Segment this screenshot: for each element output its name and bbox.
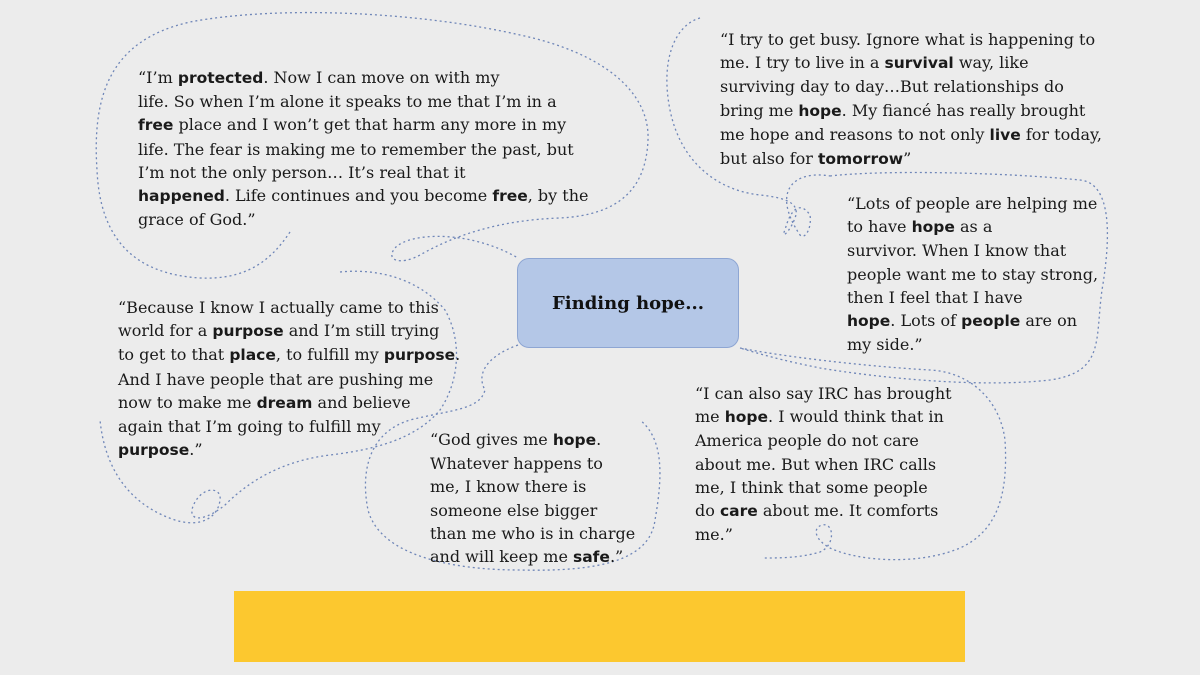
quote-line [430,501,597,520]
quote-text: Whatever happens to [430,454,603,474]
quote-text: to get to that [118,345,230,365]
quote-text: . I would think that in [768,407,944,427]
quote-text: place and I won’t get that harm any more in my [173,115,567,135]
quote-text: America people do not care [695,431,919,451]
keyword: hope [911,218,955,237]
quote-line [118,440,203,459]
quote-line [720,53,1029,72]
quote-line [118,345,460,364]
quote-text: about me. It comforts [757,501,939,521]
quote-line [695,478,928,497]
quote-line [847,241,1066,260]
quote-text: bring me [720,100,799,120]
quote-text: . My fiancé has really brought [841,100,1086,120]
quote-line [138,115,566,134]
quote-line [118,321,439,340]
quote-text: “I can also say IRC has brought [695,384,952,403]
keyword: tomorrow [817,150,904,169]
quote-text: but also for [720,149,818,169]
footer-highlight-bar [234,591,965,662]
quote-line [138,163,466,182]
quote-text: someone else bigger [430,500,598,520]
quote-text: survivor. When I know that [847,241,1067,261]
quote-line [695,525,733,544]
quote-line [430,454,603,473]
quote-line [138,186,589,205]
quote-line [118,370,433,389]
quote-text: And I have people that are pushing me [118,369,434,389]
quote-text: me. I try to live in a [720,53,885,73]
quote-text: then I feel that I have [847,287,1023,307]
quote-line [720,125,1102,144]
keyword: protected [177,69,264,87]
quote-line [138,140,574,159]
quote-line [695,384,952,403]
keyword: free [138,116,174,135]
quote-line [847,265,1098,284]
quote-text: . Lots of [890,311,962,331]
quote-text: as a [954,217,993,237]
quote-text: I’m not the only person… It’s real that it [138,162,466,182]
quote-line [138,68,500,87]
quote-line [695,431,919,450]
quote-text: are on [1020,311,1078,331]
quote-text: ” [903,149,912,169]
quote-text: people want me to stay strong, [847,264,1099,284]
quote-line [847,288,1023,307]
quote-text: , by the [527,186,589,206]
quote-line [695,407,944,426]
keyword: care [719,502,758,521]
quote-line [720,30,1095,49]
quote-line [118,393,411,412]
quote-survival [720,28,1120,171]
quote-text: and believe [312,392,411,412]
quote-line [430,547,623,566]
quote-text: . [455,345,461,365]
quote-text: now to make me [118,392,257,412]
quote-text: me, I think that some people [695,477,928,497]
quote-protected [138,66,608,231]
quote-text: . Now I can move on with my [263,68,500,87]
quote-text: .” [189,440,203,460]
quote-purpose [118,296,478,462]
quote-line [720,101,1085,120]
quote-god [430,428,660,569]
keyword: safe [573,548,610,567]
quote-line [847,335,923,354]
quote-line [430,430,601,449]
quote-text: to have [847,217,912,237]
quote-text: for today, [1020,124,1102,144]
quote-irc [695,382,975,546]
quote-text: about me. But when IRC calls [695,454,937,474]
quote-people [847,192,1117,356]
quote-line [720,149,911,168]
quote-line [118,417,381,436]
quote-text: life. So when I’m alone it speaks to me that I’m in a [138,92,557,112]
quote-text: , to fulfill my [275,345,384,365]
quote-text: my side.” [847,335,923,355]
quote-line [430,477,586,496]
quote-line [138,92,557,111]
quote-text: me, I know there is [430,477,587,497]
quote-text: and will keep me [430,547,573,567]
keyword: hope [724,408,769,427]
quote-line [430,524,635,543]
keyword: hope [847,312,891,331]
quote-line [695,501,938,520]
quote-line [847,217,992,236]
quote-text: “I try to get busy. Ignore what is happening to [720,30,1096,49]
keyword: free [492,187,528,206]
keyword: purpose [118,441,190,460]
quote-text: way, like [953,53,1029,73]
quote-line [847,311,1077,330]
keyword: purpose [383,346,456,365]
keyword: people [961,312,1021,331]
keyword: dream [256,393,313,412]
quote-line [720,77,1064,96]
quote-text: . [596,430,602,449]
quote-text: me.” [695,525,733,545]
quote-line [118,298,439,317]
quote-text: and I’m still trying [283,321,440,341]
quote-text: “Lots of people are helping me [847,194,1098,213]
quote-text: me hope and reasons to not only [720,124,990,144]
center-label: Finding hope... [552,292,704,314]
keyword: survival [884,54,954,73]
keyword: happened [138,187,225,206]
quote-line [695,455,936,474]
quote-text: do [695,501,720,521]
quote-line [138,210,256,229]
quote-text: “God gives me [430,430,553,449]
quote-text: grace of God.” [138,210,256,230]
quote-text: . Life continues and you become [224,186,493,206]
keyword: live [989,125,1021,144]
quote-text: life. The fear is making me to remember the past, but [138,139,574,159]
quote-text: than me who is in charge [430,523,636,543]
quote-text: again that I’m going to fulfill my [118,417,381,437]
quote-text: world for a [118,321,213,341]
quote-line [847,194,1097,213]
finding-hope-node [517,258,739,348]
keyword: hope [552,431,597,449]
quote-text: “I’m [138,68,178,87]
keyword: place [229,346,276,365]
keyword: hope [798,101,842,120]
quote-text: surviving day to day…But relationships do [720,77,1064,97]
quote-text: .” [609,547,624,567]
quote-text: me [695,407,725,427]
keyword: purpose [212,322,284,341]
quote-text: “Because I know I actually came to this [118,298,439,317]
